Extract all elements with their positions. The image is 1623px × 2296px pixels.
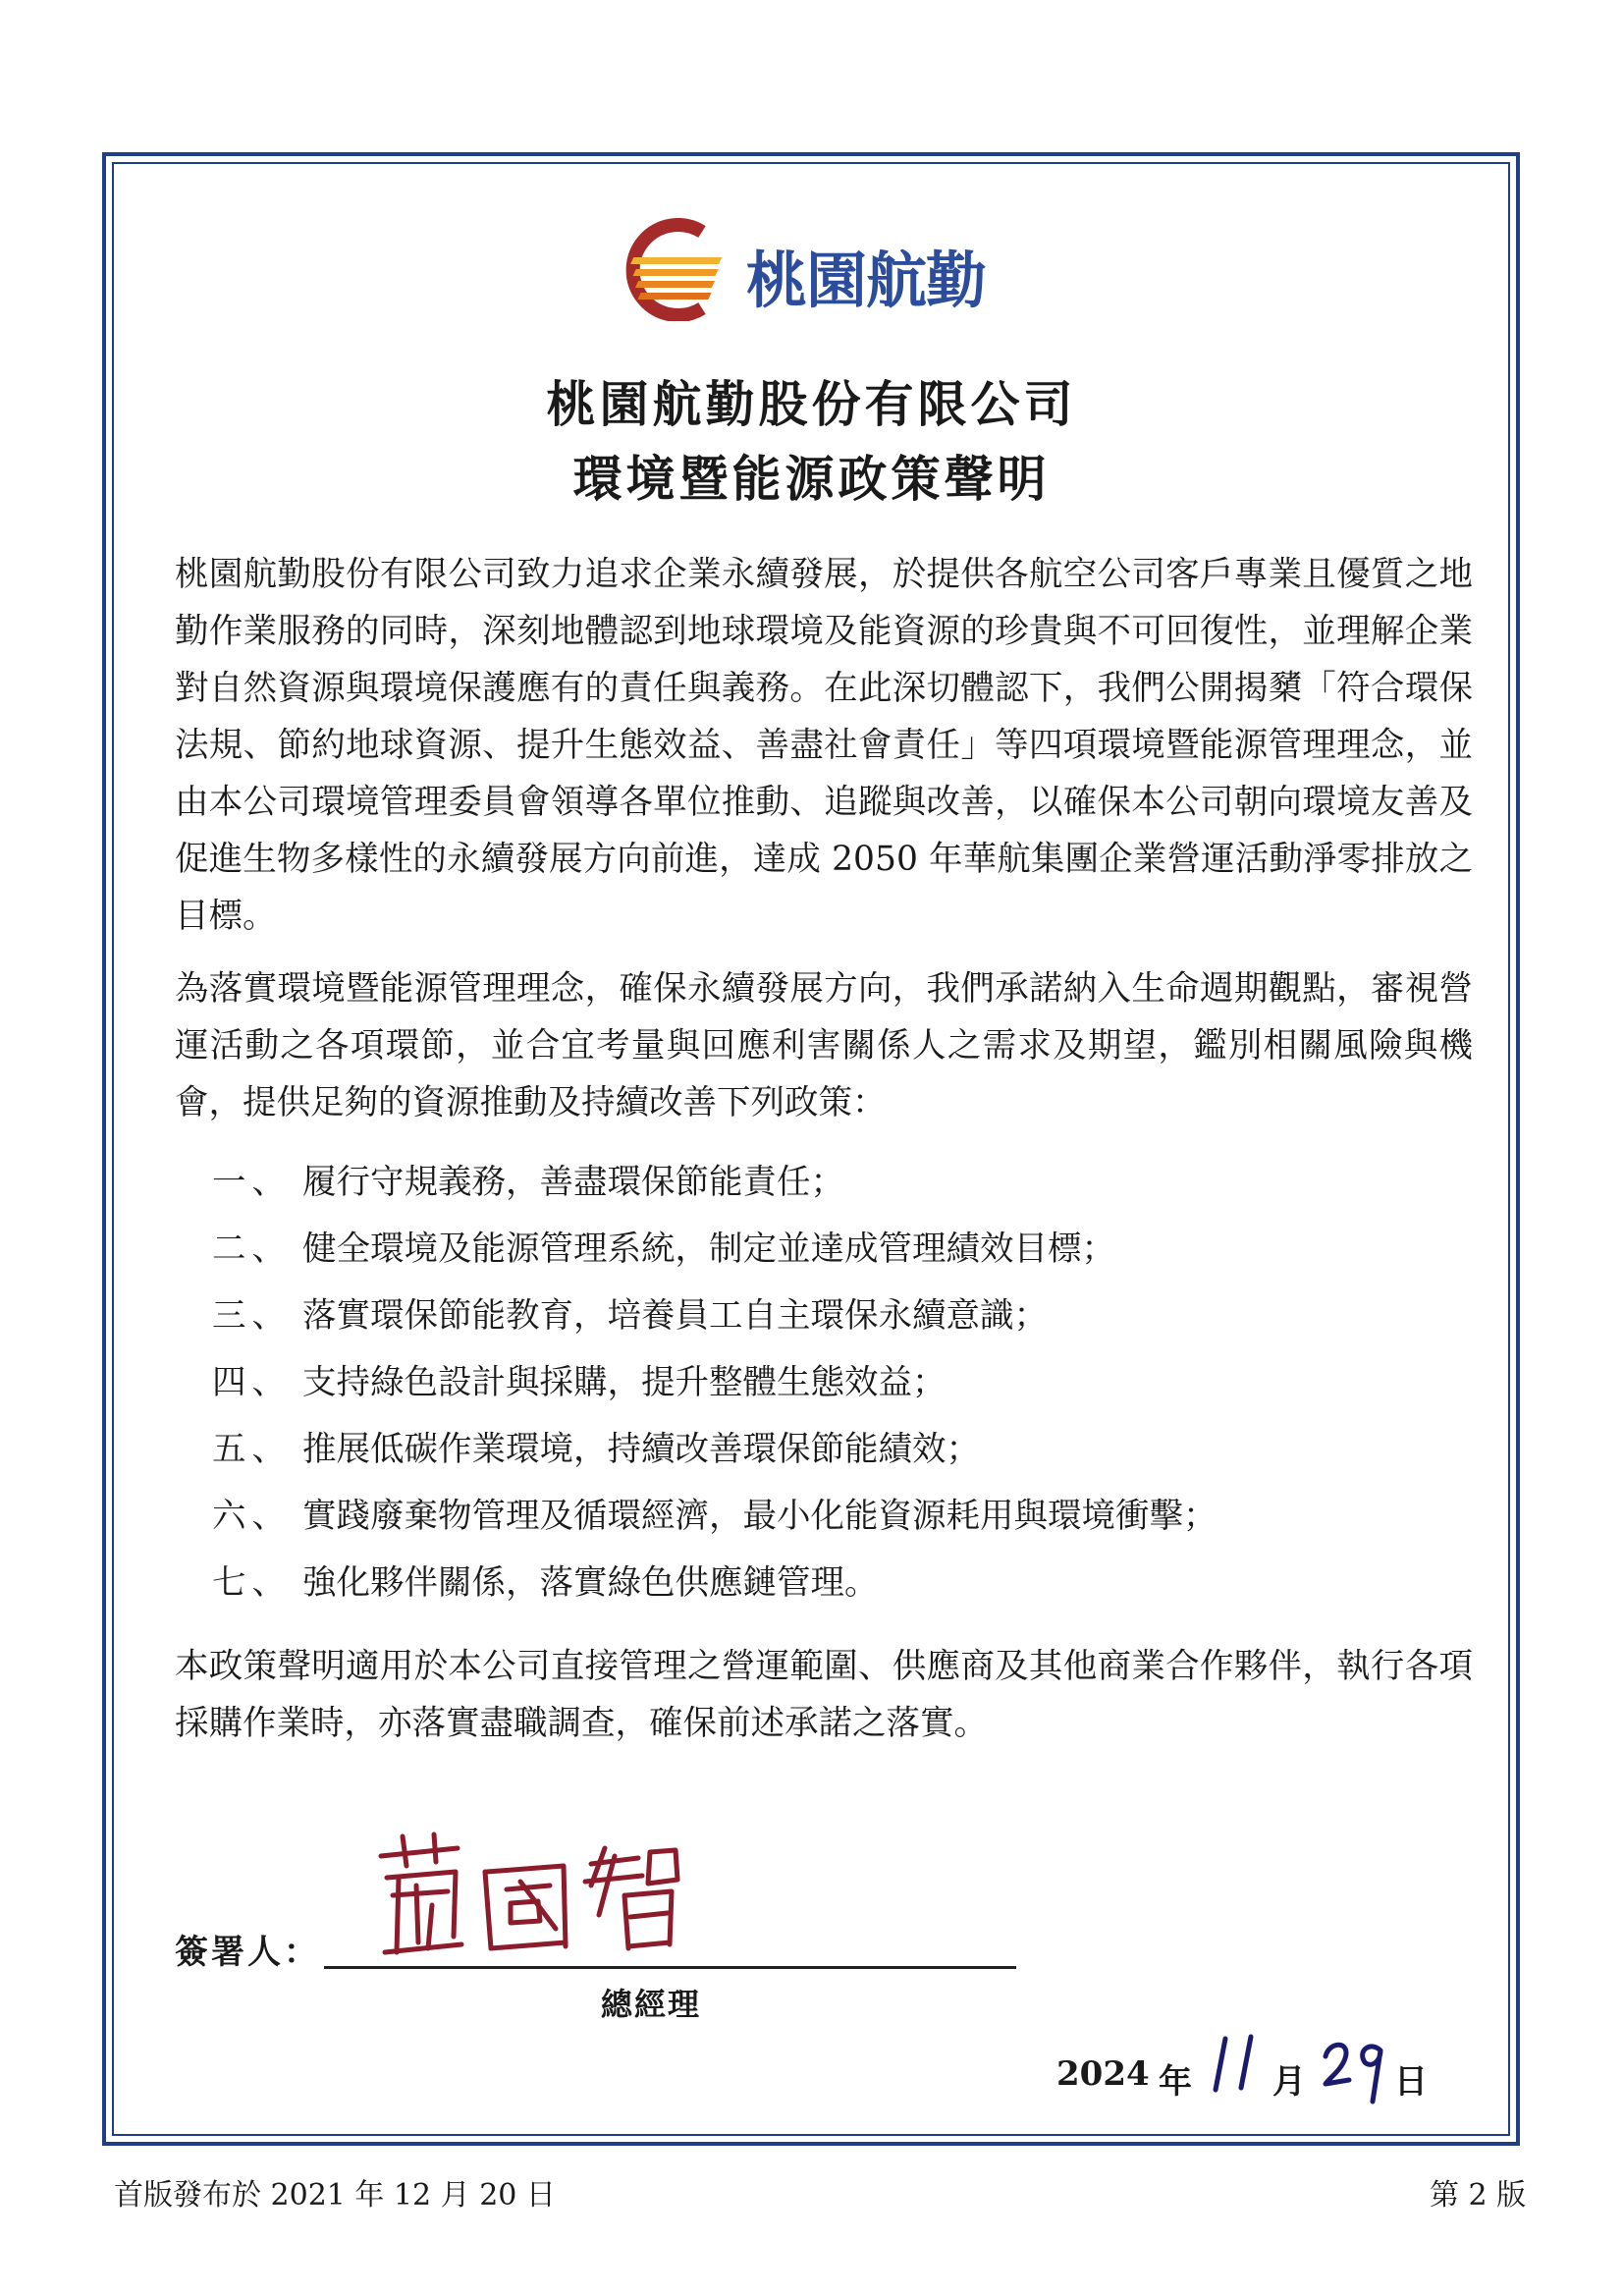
policy-item <box>212 1493 1217 1559</box>
company-logo <box>609 218 1021 321</box>
policy-text: 履行守規義務，善盡環保節能責任； <box>302 1163 844 1202</box>
policy-text: 支持綠色設計與採購，提升整體生態效益； <box>302 1363 947 1402</box>
scope-paragraph: 本政策聲明適用於本公司直接管理之營運範圍、供應商及其他商業合作夥伴，執行各項採購作業時，亦落實盡職調查，確保前述承諾之落實。 <box>175 1647 1473 1743</box>
policy-text: 實踐廢棄物管理及循環經濟，最小化能資源耗用與環境衝擊； <box>302 1497 1217 1536</box>
handwritten-day <box>1320 2029 1394 2109</box>
policy-title: 環境暨能源政策聲明 <box>572 450 1051 508</box>
policy-text: 落實環保節能教育，培養員工自主環保永續意識； <box>302 1296 1048 1336</box>
policy-number: 六、 <box>212 1497 292 1536</box>
policy-text: 強化夥伴關係，落實綠色供應鏈管理。 <box>302 1563 879 1603</box>
logo-emblem-icon <box>609 218 746 321</box>
date-year: 2024 <box>1056 2054 1150 2094</box>
intro-paragraph: 桃園航勤股份有限公司致力追求企業永續發展，於提供各航空公司客戶專業且優質之地勤作業服務的同時，深刻地體認到地球環境及能資源的珍貴與不可回復性，並理解企業對自然資源與環境保護應有的責任與義務。在此深切體認下，我們公開揭櫫「符合環保法規、節約地球資源、提升生態效益、善盡社會責任」等四項環境暨能源管理理念，並由本公司環境管理委員會領導各單位推動、追蹤與改善，以確保本公司朝向環境友善及促進生物多樣性的永續發展方向前進，達成 2050 年華航集團企業營運活動淨零排放之目標。 <box>175 555 1473 936</box>
date-day-unit: 日 <box>1394 2062 1428 2102</box>
policy-number: 二、 <box>212 1230 292 1269</box>
first-edition-note: 首版發布於 2021 年 12 月 20 日 <box>114 2178 556 2213</box>
date-year-unit: 年 <box>1159 2062 1192 2102</box>
policy-item <box>212 1559 1217 1626</box>
policy-item <box>212 1159 1217 1226</box>
policy-item <box>212 1359 1217 1426</box>
company-name-title: 桃園航勤股份有限公司 <box>546 375 1077 433</box>
version-note: 第 2 版 <box>1430 2178 1527 2213</box>
policy-text: 健全環境及能源管理系統，制定並達成管理績效目標； <box>302 1230 1115 1269</box>
policy-item <box>212 1226 1217 1292</box>
commitment-paragraph: 為落實環境暨能源管理理念，確保永續發展方向，我們承諾納入生命週期觀點，審視營運活動之各項環節，並合宜考量與回應利害關係人之需求及期望，鑑別相關風險與機會，提供足夠的資源推動及持續改善下列政策： <box>175 969 1473 1122</box>
policy-text: 推展低碳作業環境，持續改善環保節能績效； <box>302 1430 980 1469</box>
policy-item <box>212 1426 1217 1493</box>
logo-wordmark: 桃園航勤 <box>746 245 987 316</box>
signer-label: 簽署人： <box>175 1933 320 1972</box>
date-month-unit: 月 <box>1272 2062 1306 2102</box>
handwritten-month <box>1204 2029 1267 2102</box>
policy-number: 四、 <box>212 1363 292 1402</box>
handwritten-signature <box>363 1827 687 1968</box>
signer-title: 總經理 <box>601 1986 702 2023</box>
policy-list <box>212 1159 1217 1626</box>
policy-number: 七、 <box>212 1563 292 1603</box>
policy-number: 一、 <box>212 1163 292 1202</box>
policy-number: 三、 <box>212 1296 292 1336</box>
policy-number: 五、 <box>212 1430 292 1469</box>
policy-item <box>212 1292 1217 1359</box>
